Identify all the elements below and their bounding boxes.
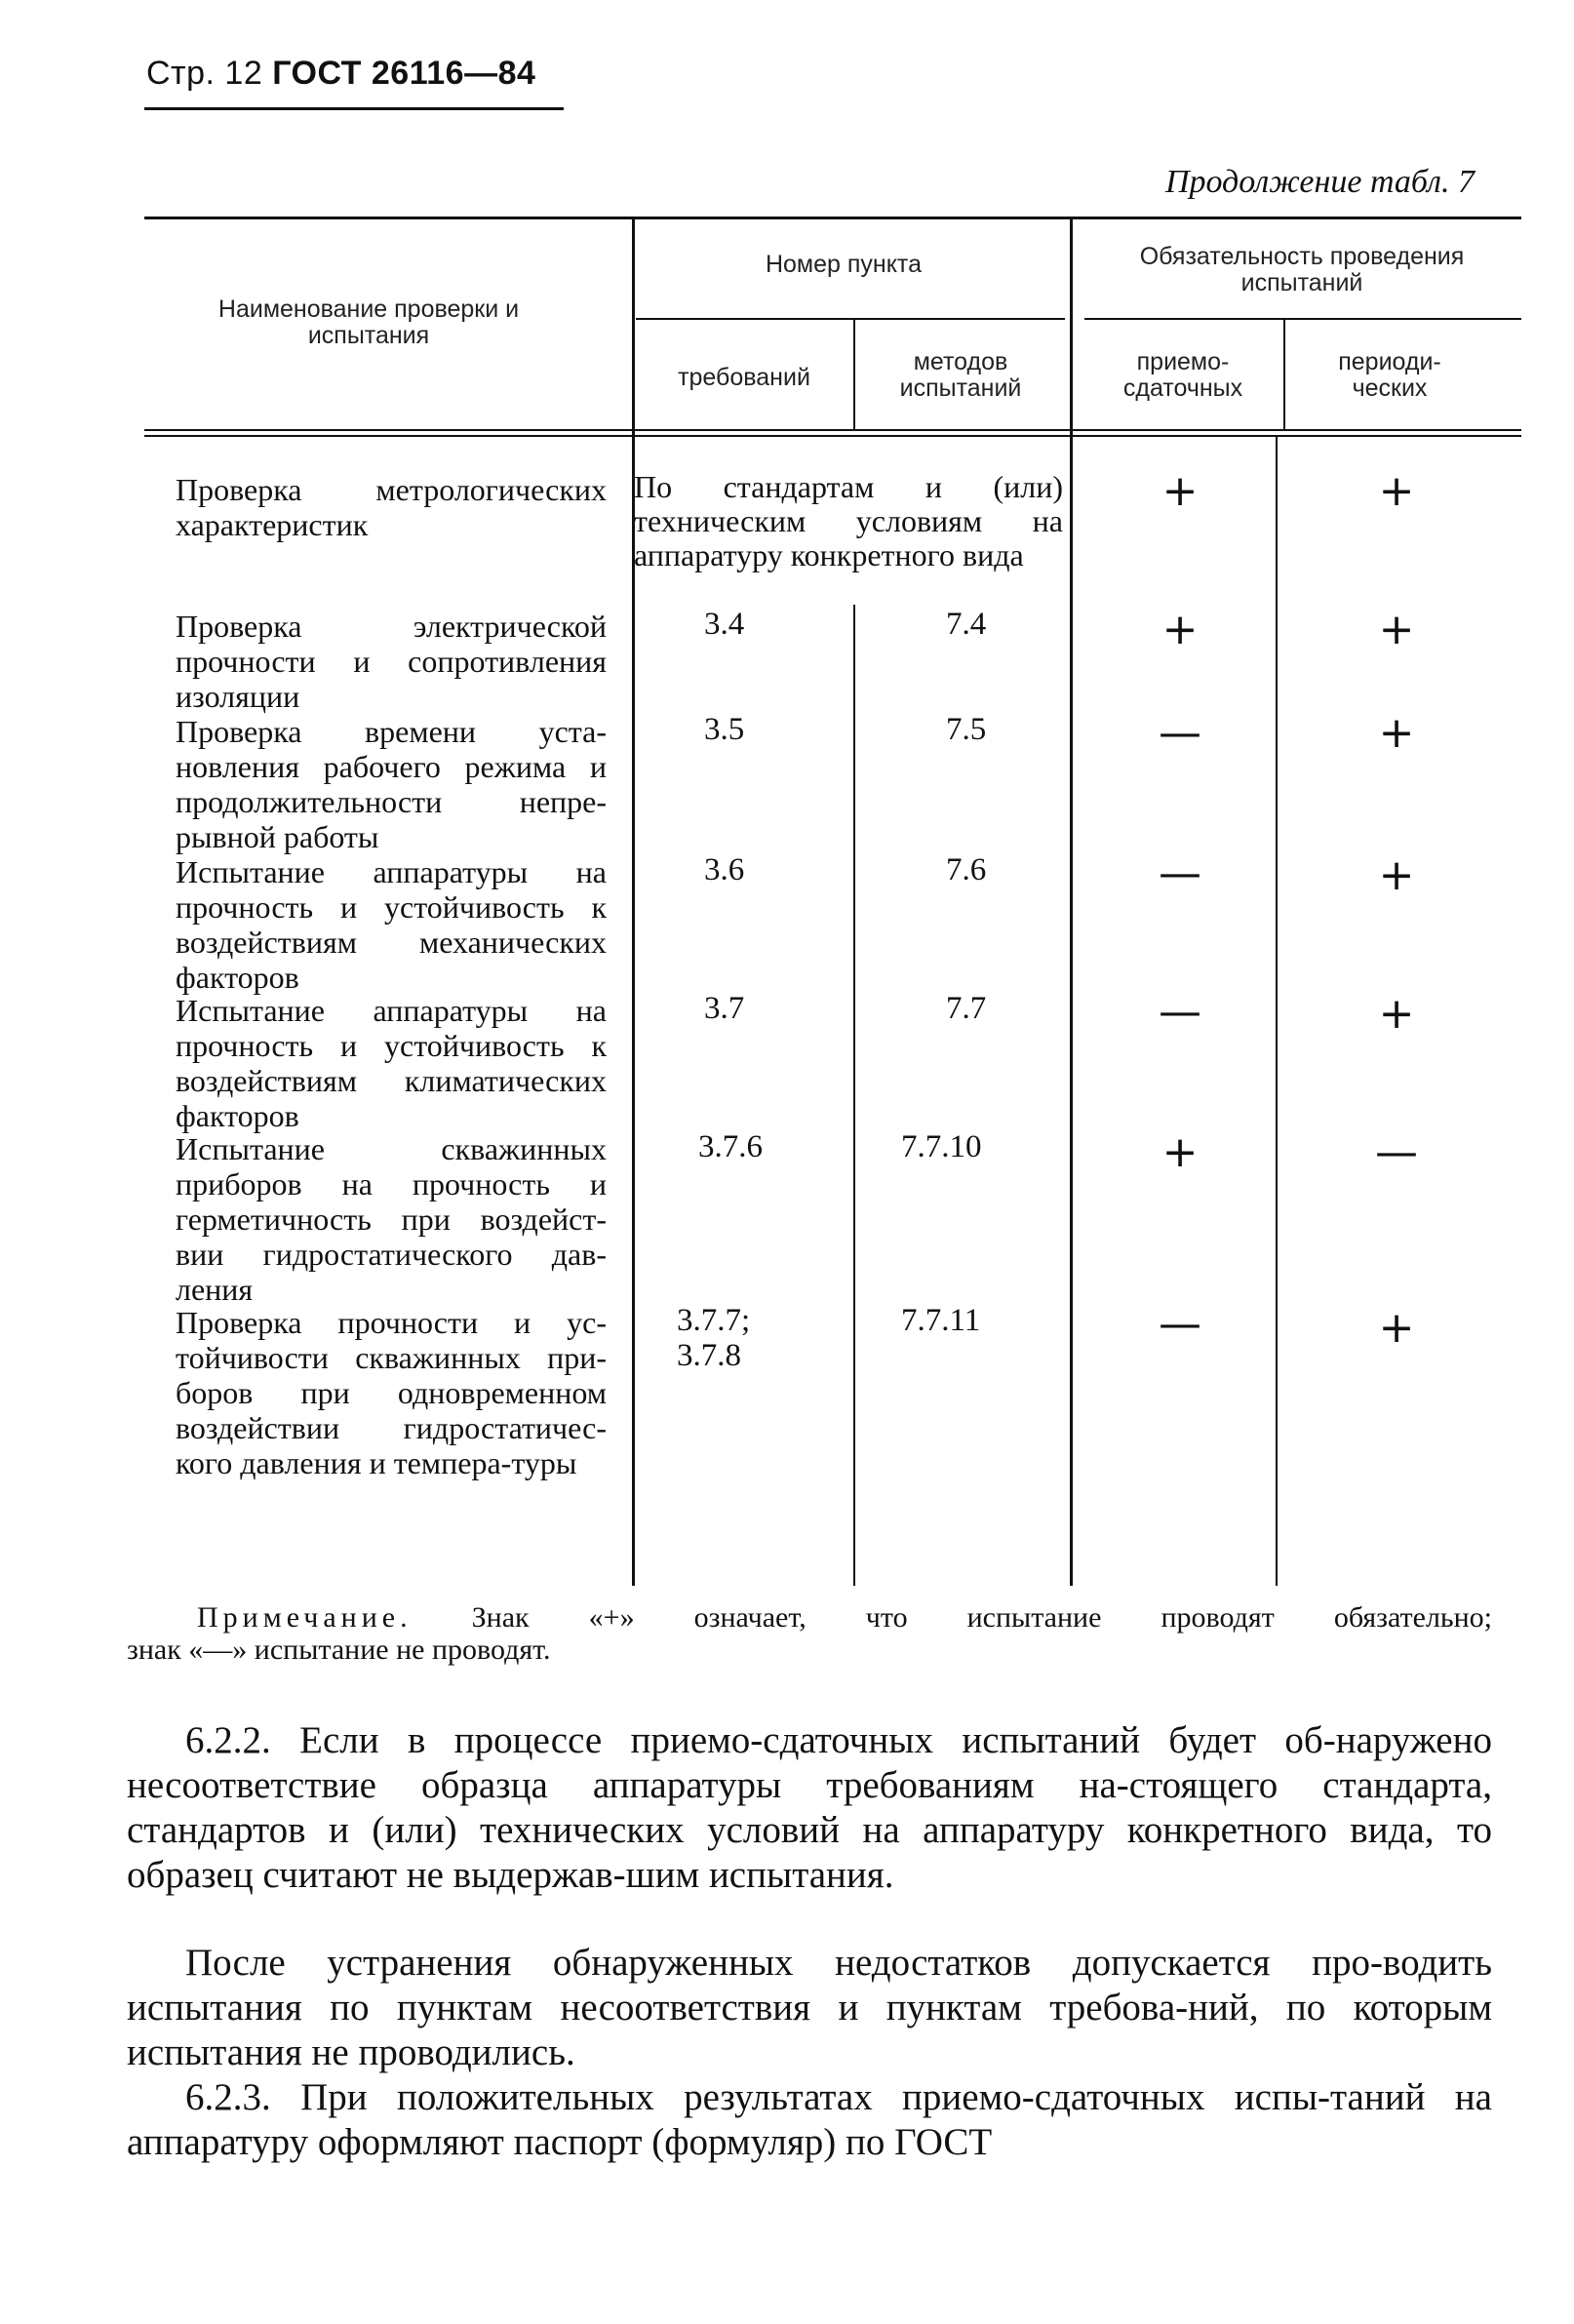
- table-row-name: Испытание аппаратуры на прочность и устойчивость к воздействиям механических факторов: [176, 854, 607, 995]
- table-row-name: Проверка прочности и ус-тойчивости скважинных при-боров при одновременном воздействии гидростатичес-кого давления и темпера-туры: [176, 1305, 607, 1480]
- requirement-number: 3.6: [704, 852, 745, 887]
- requirement-number: 3.7: [704, 991, 745, 1026]
- note-text-1: Знак «+» означает, что испытание проводят обязательно;: [471, 1601, 1492, 1634]
- page-header: [146, 55, 535, 93]
- table-row-name: Проверка времени уста-новления рабочего режима и продолжительности непре-рывной работы: [176, 714, 607, 854]
- acceptance-sign: —: [1159, 708, 1201, 758]
- header-rule: [144, 107, 564, 110]
- table-row-name: Проверка электрической прочности и сопротивления изоляции: [176, 609, 607, 714]
- requirement-number: 3.7.6: [698, 1129, 763, 1164]
- table-divider-2: [853, 320, 855, 431]
- header-requirements: требований: [678, 364, 810, 391]
- header-item-number: Номер пункта: [765, 251, 923, 278]
- paragraph-after-fix: После устранения обнаруженных недостатков допускается про-водить испытания по пунктам несоответствия и пунктам требова-ний, по которым испытания не проводились.: [127, 1942, 1492, 2073]
- table-row-span-text: По стандартам и (или) техническим условиям на аппаратуру конкретного вида: [634, 469, 1063, 572]
- method-number: 7.7: [946, 991, 987, 1026]
- method-number: 7.6: [946, 852, 987, 887]
- header-acceptance: приемо-сдаточных: [1122, 348, 1243, 402]
- header-name: Наименование проверки и испытания: [217, 295, 520, 349]
- note-text-2: знак «—» испытание не проводят.: [127, 1634, 551, 1666]
- periodic-sign: +: [1378, 1303, 1415, 1353]
- table-divider-1: [632, 218, 635, 1586]
- table-continuation-caption: Продолжение табл. 7: [1164, 164, 1475, 200]
- table-header-subrule-left: [636, 318, 1065, 320]
- table-row-name: Проверка метрологических характеристик: [176, 472, 607, 542]
- standard-designation: ГОСТ 26116—84: [272, 55, 536, 92]
- method-number: 7.4: [946, 607, 987, 642]
- table-header-subrule-right: [1084, 318, 1521, 320]
- header-mandatory: Обязательность проведения испытаний: [1139, 243, 1465, 296]
- requirement-number-line: 3.7.7;: [677, 1303, 751, 1338]
- periodic-sign: +: [1378, 708, 1415, 758]
- requirement-number-line: 3.7.8: [677, 1338, 741, 1373]
- method-number: 7.7.11: [901, 1303, 981, 1338]
- acceptance-sign: +: [1161, 466, 1199, 516]
- table-top-rule: [144, 217, 1521, 219]
- table-row-name: Испытание скважинных приборов на прочность и герметичность при воздейст-вии гидростатического дав-ления: [176, 1131, 607, 1307]
- method-number: 7.5: [946, 712, 987, 747]
- periodic-sign: —: [1375, 1127, 1418, 1177]
- header-periodic: периоди-ческих: [1338, 348, 1441, 402]
- table-divider-3: [1070, 218, 1073, 1586]
- acceptance-sign: +: [1161, 605, 1199, 654]
- table-divider-2-body: [853, 605, 855, 1586]
- paragraph-6-2-3: 6.2.3. При положительных результатах приемо-сдаточных испы-таний на аппаратуру оформляют паспорт (формуляр) по ГОСТ: [127, 2076, 1492, 2163]
- requirement-number: [677, 1303, 750, 1373]
- acceptance-sign: —: [1159, 987, 1201, 1037]
- table-row-name: Испытание аппаратуры на прочность и устойчивость к воздействиям климатических факторов: [176, 993, 607, 1133]
- acceptance-sign: —: [1159, 1299, 1201, 1349]
- header-methods: методов испытаний: [899, 348, 1022, 402]
- table-note: [127, 1601, 1492, 1666]
- periodic-sign: +: [1378, 605, 1415, 654]
- periodic-sign: +: [1378, 989, 1415, 1039]
- requirement-number: 3.5: [704, 712, 745, 747]
- method-number: 7.7.10: [901, 1129, 982, 1164]
- table-header-bottom-rule-2: [144, 435, 1521, 437]
- page-number: Стр. 12: [146, 55, 263, 92]
- table-header-bottom-rule-1: [144, 429, 1521, 431]
- paragraph-6-2-2: 6.2.2. Если в процессе приемо-сдаточных испытаний будет об-наружено несоответствие образца аппаратуры требованиям на-стоящего стандарта, стандартов и (или) технических условий на аппаратуру конкретного вида, то образец считают не выдержав-шим испытания.: [127, 1719, 1492, 1896]
- table-divider-4-body: [1276, 437, 1278, 1586]
- acceptance-sign: —: [1159, 848, 1201, 898]
- periodic-sign: +: [1378, 850, 1415, 900]
- note-label: Примечание.: [197, 1601, 413, 1634]
- acceptance-sign: +: [1161, 1127, 1199, 1177]
- requirement-number: 3.4: [704, 607, 745, 642]
- table-divider-4: [1283, 320, 1285, 431]
- periodic-sign: +: [1378, 466, 1415, 516]
